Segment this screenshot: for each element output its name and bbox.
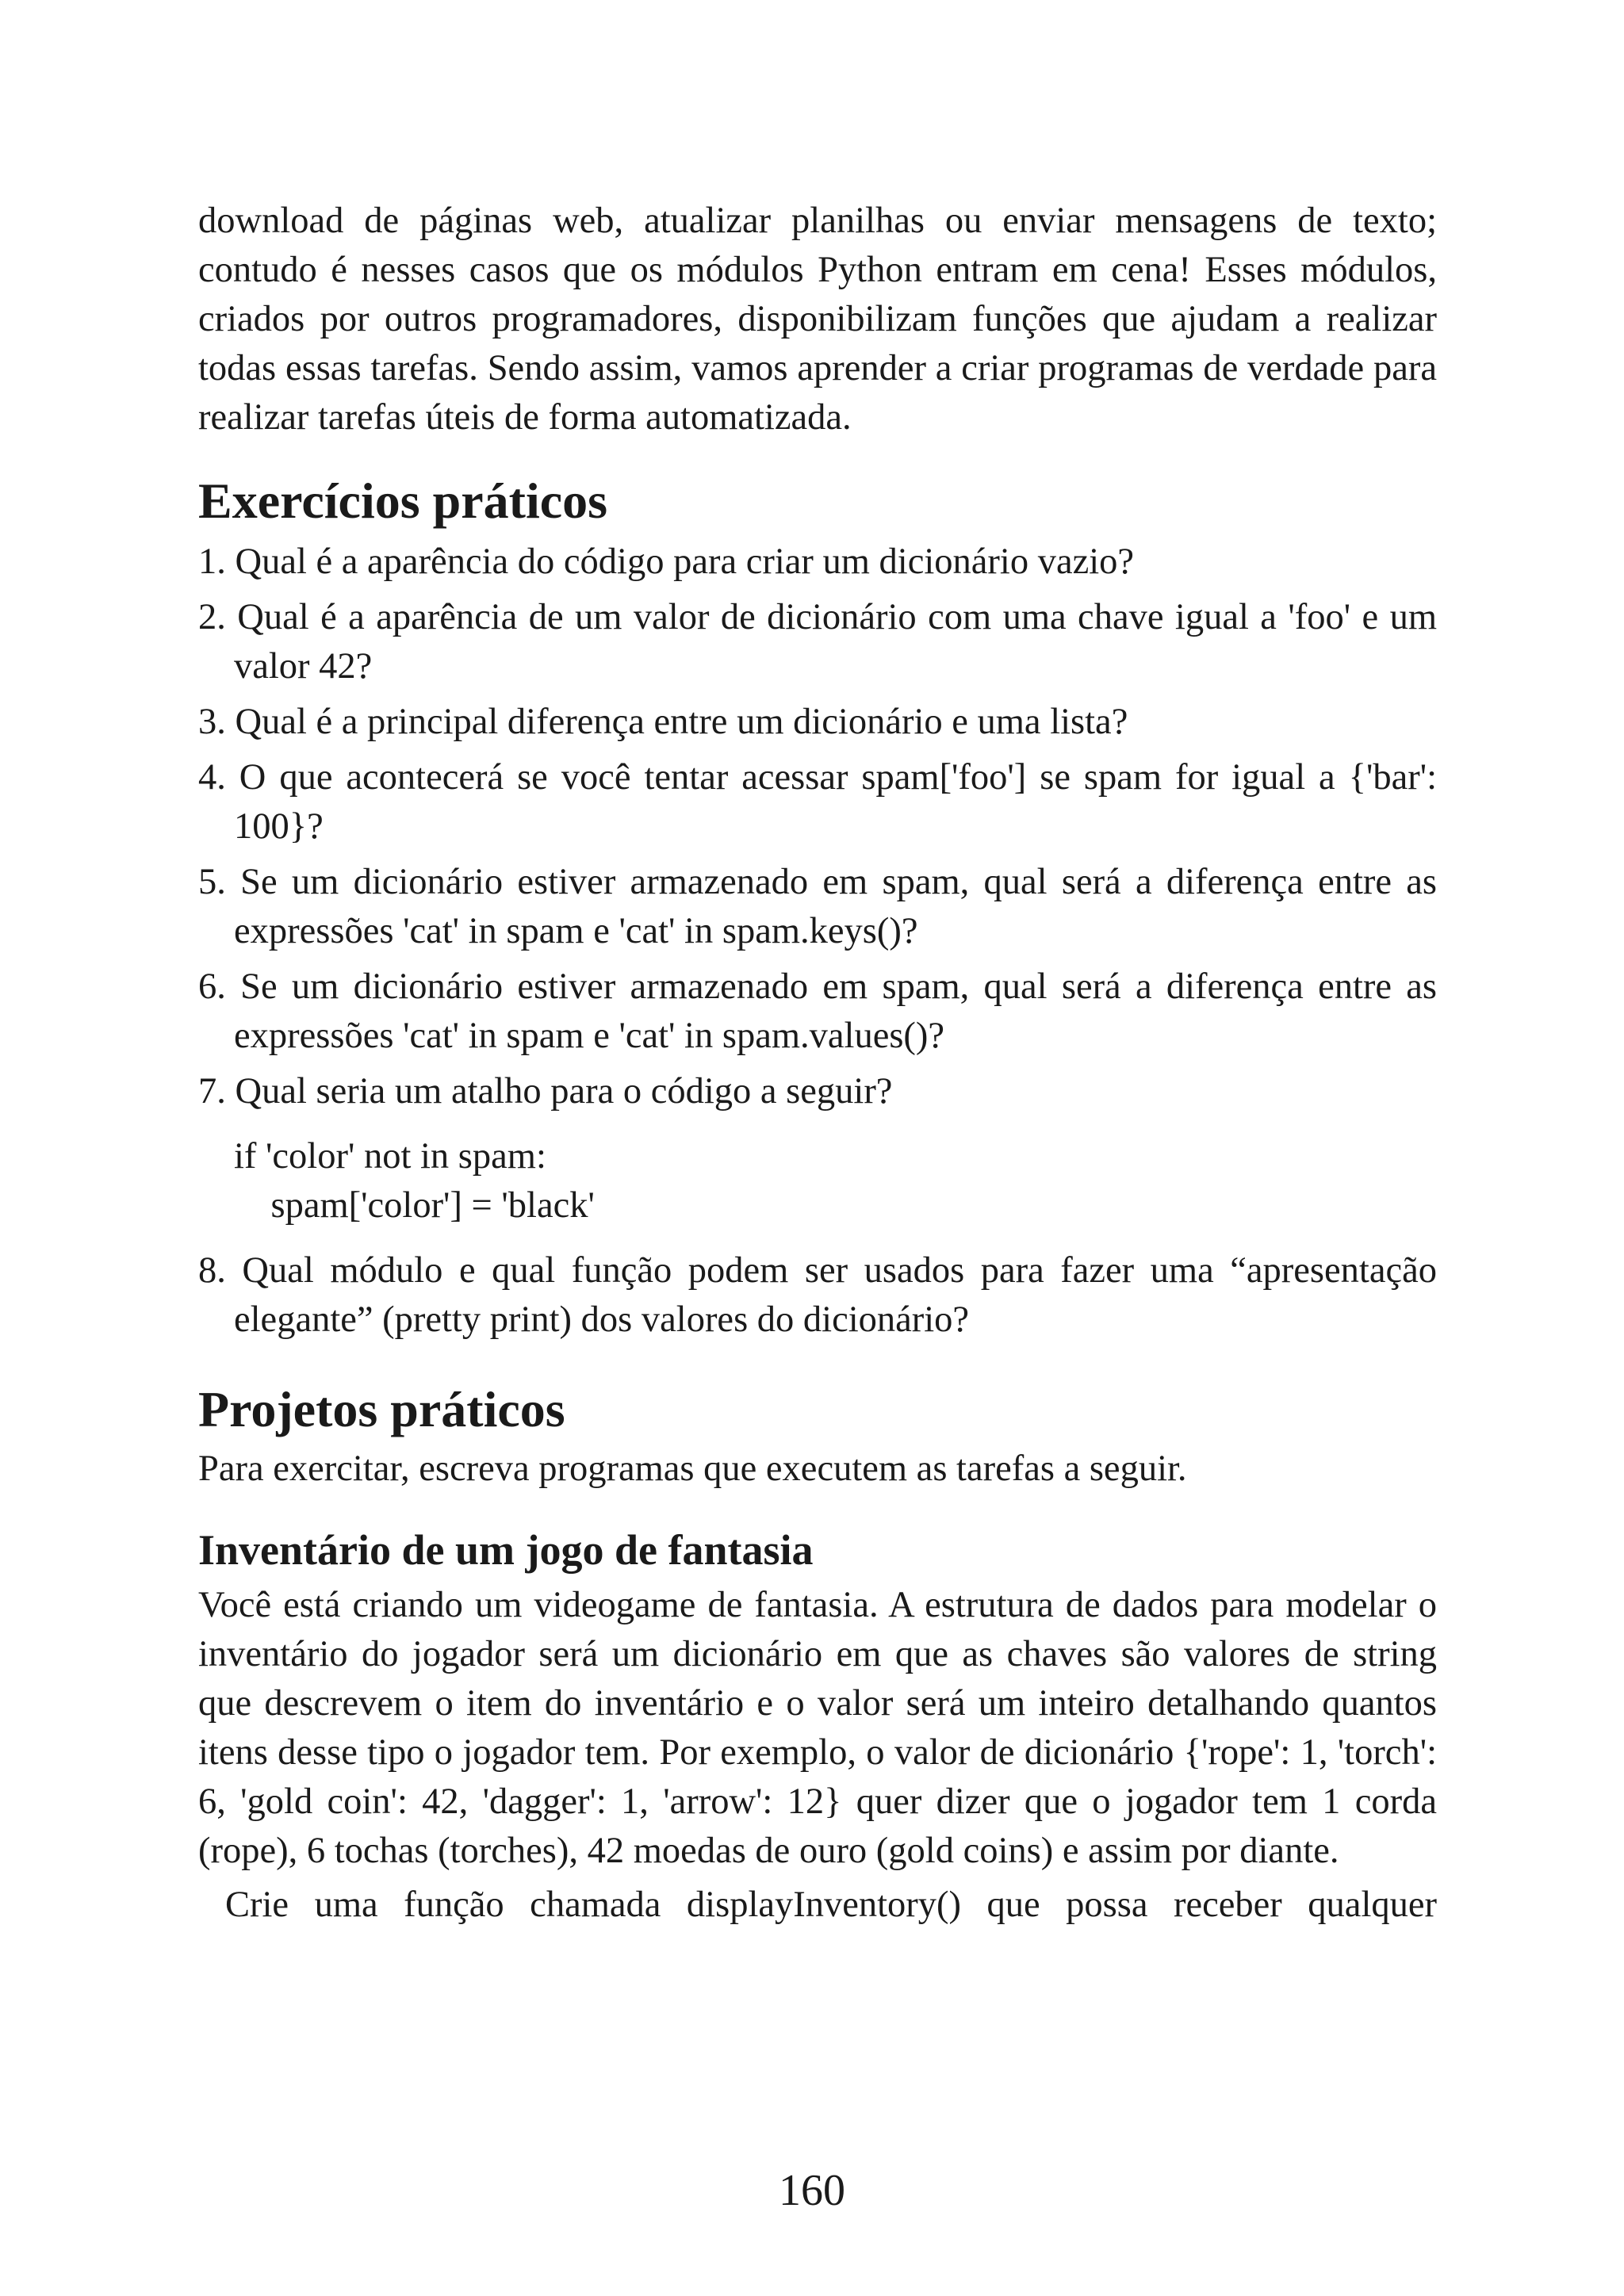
exercise-item-1: 1. Qual é a aparência do código para criar um dicionário vazio? bbox=[198, 541, 1135, 582]
inventory-paragraph-2: Crie uma função chamada displayInventory() que possa receber qualquer bbox=[225, 1885, 1437, 1925]
exercise-item-6: 6. Se um dicionário estiver armazenado em spam, qual será a diferença entre as expressões 'cat' in spam e 'cat' in spam.values()? bbox=[198, 966, 1437, 1056]
code-block bbox=[198, 1132, 1437, 1230]
exercises-list bbox=[198, 538, 1437, 1116]
intro-paragraph: download de páginas web, atualizar planilhas ou enviar mensagens de texto; contudo é nesses casos que os módulos Python entram em cena! Esses módulos, criados por outros programadores, disponibilizam funções que ajudam a realizar todas essas tarefas. Sendo assim, vamos aprender a criar programas de verdade para realizar tarefas úteis de forma automatizada. bbox=[198, 201, 1437, 438]
page-content bbox=[198, 197, 1437, 1930]
exercise-item-4: 4. O que acontecerá se você tentar acessar spam['foo'] se spam for igual a {'bar': 100}? bbox=[198, 757, 1437, 847]
exercises-heading: Exercícios práticos bbox=[198, 473, 608, 529]
exercises-list-continued bbox=[198, 1246, 1437, 1345]
exercise-item-7: 7. Qual seria um atalho para o código a seguir? bbox=[198, 1071, 893, 1112]
exercise-item-5: 5. Se um dicionário estiver armazenado em spam, qual será a diferença entre as expressões 'cat' in spam e 'cat' in spam.keys()? bbox=[198, 862, 1437, 951]
page-number: 160 bbox=[779, 2166, 845, 2215]
inventory-subheading: Inventário de um jogo de fantasia bbox=[198, 1526, 814, 1574]
code-line-1: if 'color' not in spam: bbox=[234, 1136, 546, 1177]
exercise-item-8: 8. Qual módulo e qual função podem ser usados para fazer uma “apresentação elegante” (pretty print) dos valores do dicionário? bbox=[198, 1250, 1437, 1340]
code-line-2: spam['color'] = 'black' bbox=[234, 1185, 595, 1226]
projects-intro: Para exercitar, escreva programas que executem as tarefas a seguir. bbox=[198, 1448, 1187, 1489]
projects-heading: Projetos práticos bbox=[198, 1381, 565, 1437]
exercise-item-3: 3. Qual é a principal diferença entre um dicionário e uma lista? bbox=[198, 702, 1128, 742]
inventory-paragraph: Você está criando um videogame de fantasia. A estrutura de dados para modelar o inventário do jogador será um dicionário em que as chaves são valores de string que descrevem o item do inventário e o valor será um inteiro detalhando quantos itens desse tipo o jogador tem. Por exemplo, o valor de dicionário {'rope': 1, 'torch': 6, 'gold coin': 42, 'dagger': 1, 'arrow': 12} quer dizer que o jogador tem 1 corda (rope), 6 tochas (torches), 42 moedas de ouro (gold coins) e assim por diante. bbox=[198, 1585, 1437, 1871]
exercise-item-2: 2. Qual é a aparência de um valor de dicionário com uma chave igual a 'foo' e um valor 42? bbox=[198, 597, 1437, 687]
